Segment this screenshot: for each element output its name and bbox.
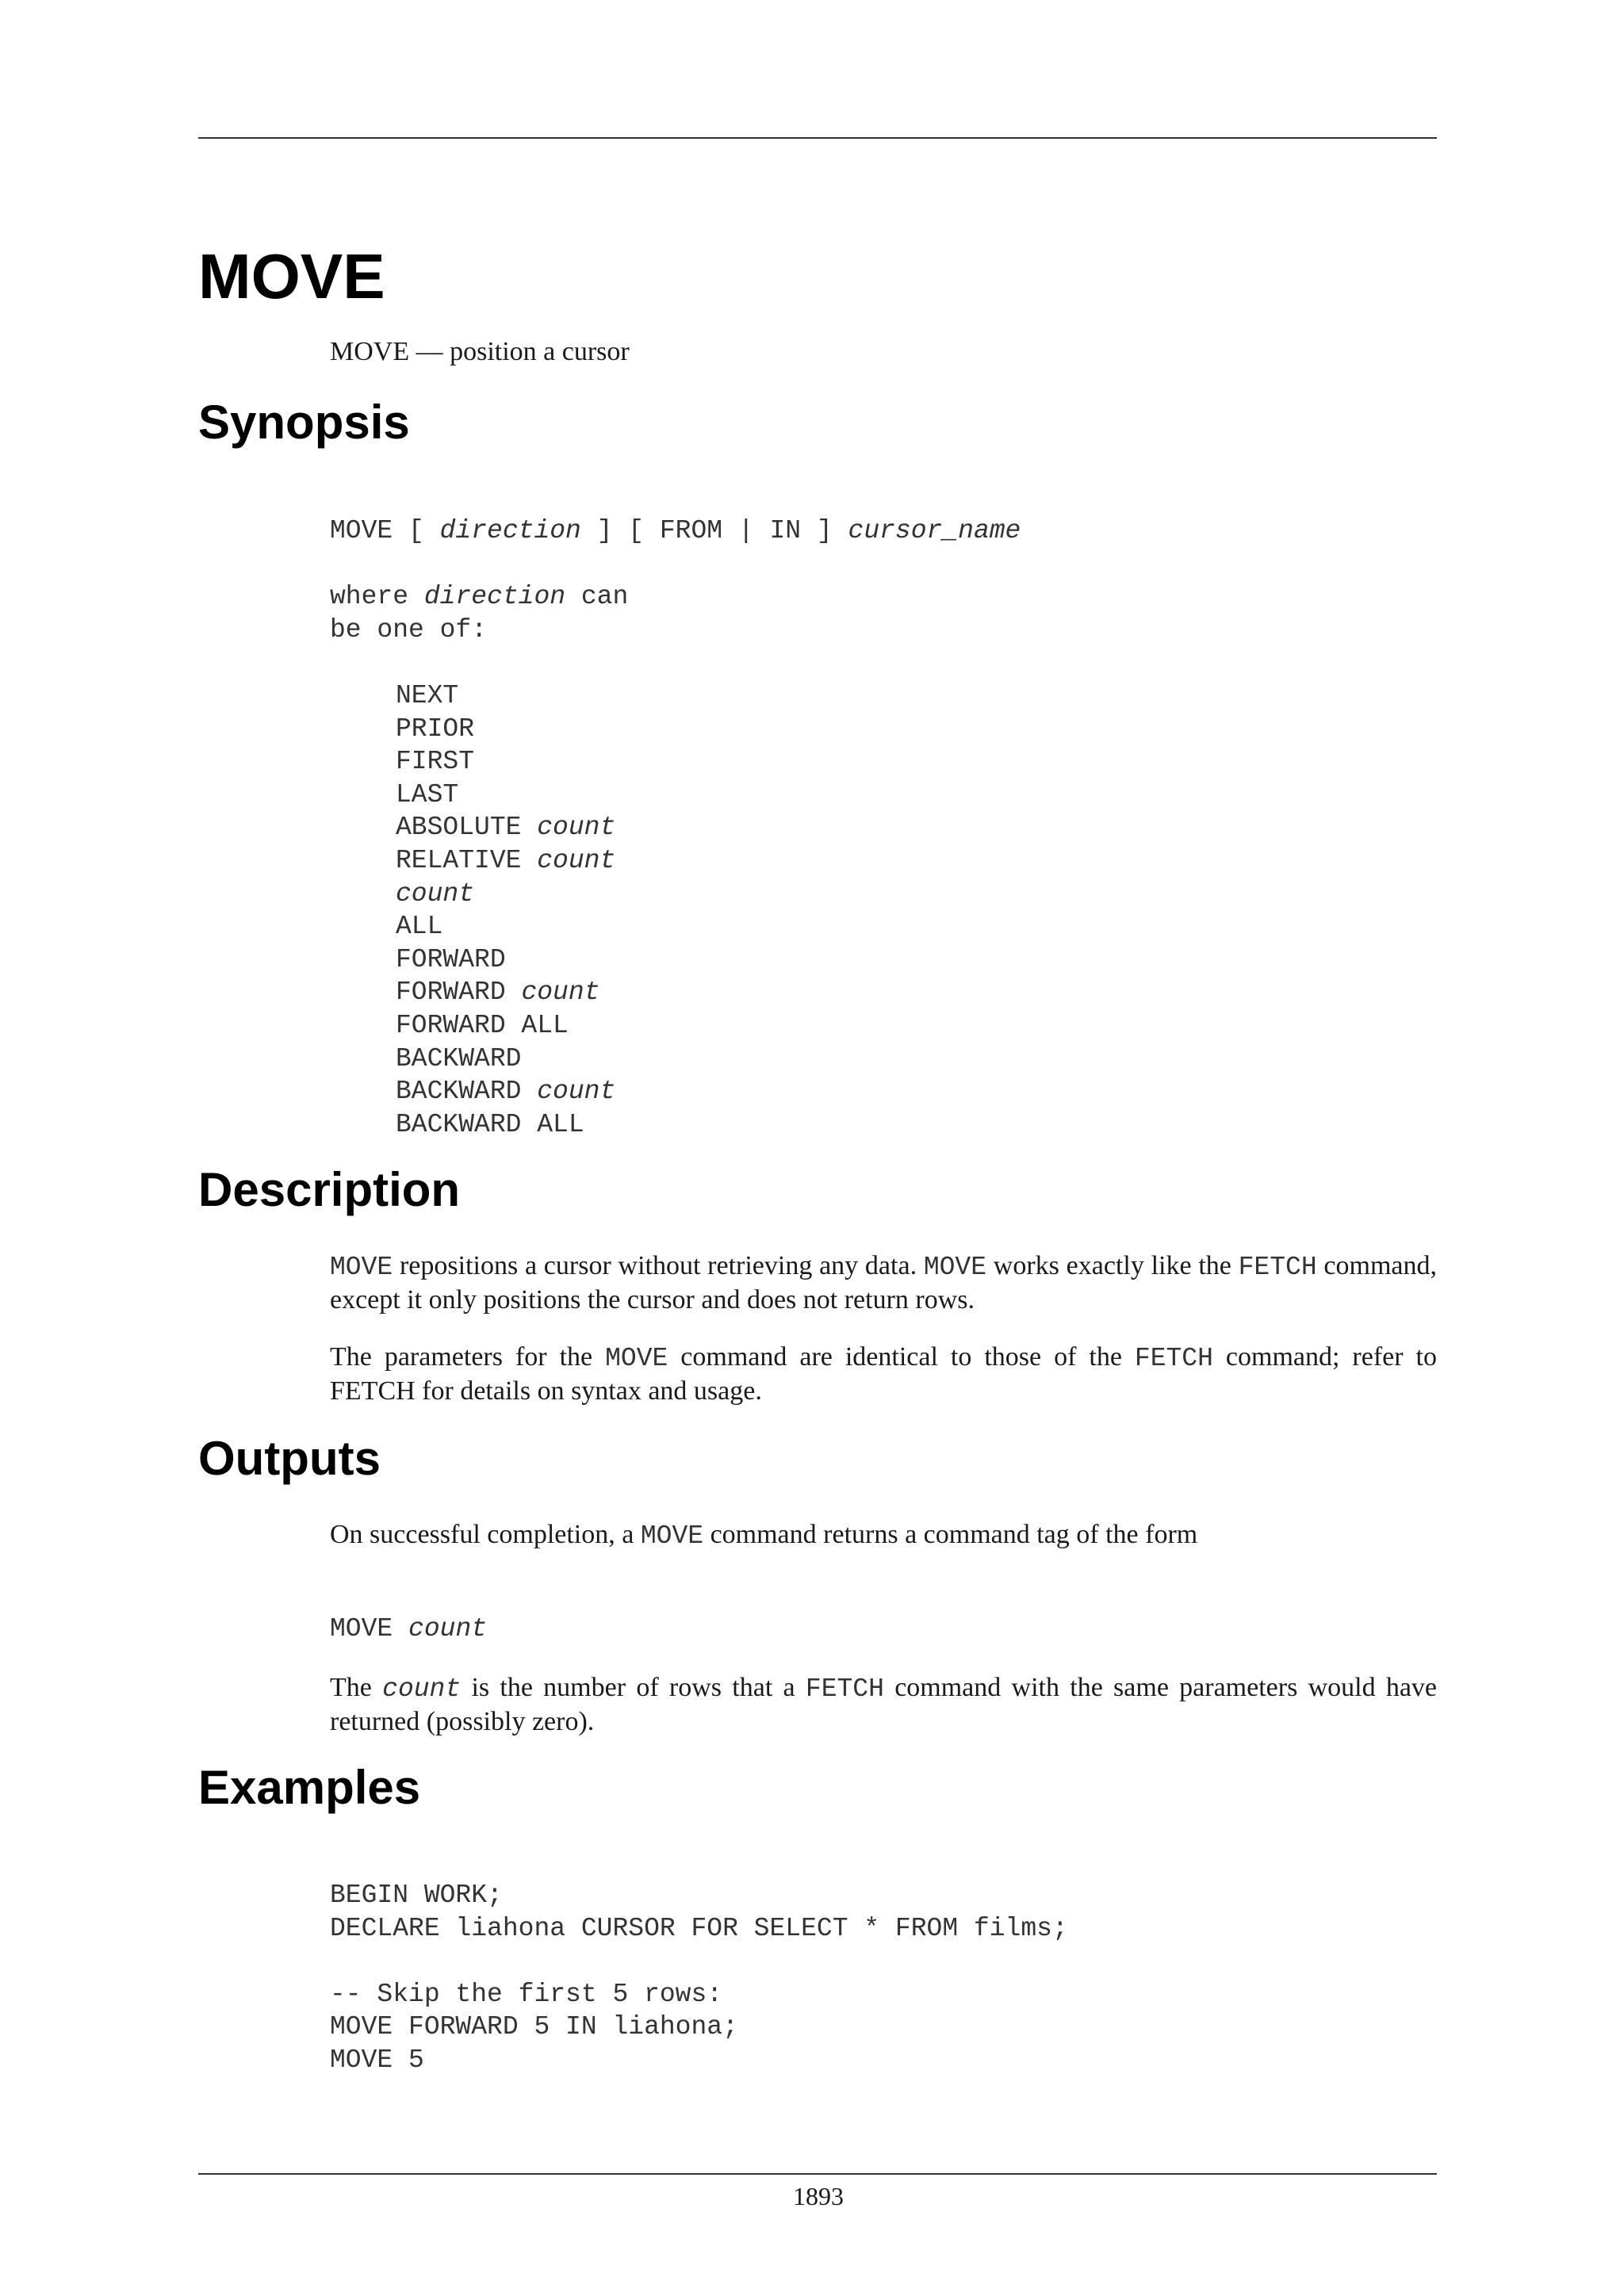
synopsis-text: can [565,582,629,612]
page-number: 1893 [793,2182,844,2210]
direction-item: BACKWARD count [396,1077,616,1107]
direction-item: RELATIVE count [396,845,616,875]
synopsis-variable: direction [423,582,566,612]
code-line [330,1945,1068,1978]
section-heading-outputs: Outputs [198,1432,381,1485]
direction-item: FORWARD [396,944,506,974]
description-paragraph-2: The parameters for the MOVE command are identical to those of the FETCH command; refer to FETCH for details on syntax and usage. [330,1342,1437,1406]
synopsis-line [330,580,1021,614]
direction-item: ALL [396,912,443,942]
direction-item: count [396,878,475,909]
code-line: MOVE 5 [330,2045,424,2075]
refpurpose: MOVE — position a cursor [330,337,630,366]
example-code-block [330,1879,1068,2077]
direction-item: BACKWARD ALL [396,1109,584,1139]
command-tag-text: MOVE [330,1614,409,1644]
header-rule [198,137,1437,139]
command-tag-block [330,1613,487,1646]
synopsis-block [330,515,1021,1141]
description-paragraph-1: MOVE repositions a cursor without retrieving any data. MOVE works exactly like the FETCH command, except it only positions the cursor and does not return rows. [330,1251,1437,1314]
inline-code: FETCH [805,1674,884,1704]
synopsis-variable: cursor_name [848,516,1021,545]
direction-item: FORWARD count [396,978,600,1008]
direction-item: FIRST [396,747,475,777]
synopsis-line: be one of: [330,614,488,645]
direction-item: FORWARD ALL [396,1010,569,1040]
command-tag-variable: count [408,1614,488,1644]
direction-item: LAST [396,779,459,809]
direction-item: ABSOLUTE count [396,813,616,843]
inline-code: MOVE [923,1253,987,1282]
code-line: DECLARE liahona CURSOR FOR SELECT * FROM films; [330,1913,1068,1943]
synopsis-text: MOVE [ [330,516,440,545]
inline-code: MOVE [640,1521,704,1551]
inline-code: FETCH [1238,1253,1317,1282]
footer-rule [198,2173,1437,2175]
synopsis-variable: direction [439,516,581,545]
code-line: MOVE FORWARD 5 IN liahona; [330,2012,738,2042]
page-title: MOVE [198,241,385,312]
direction-item: PRIOR [396,714,475,744]
section-heading-description: Description [198,1163,461,1216]
outputs-paragraph-2: The count is the number of rows that a FETCH command with the same parameters would have returned (possibly zero). [330,1673,1438,1736]
synopsis-text: where [330,582,424,612]
inline-code: MOVE [605,1344,668,1373]
section-heading-synopsis: Synopsis [198,396,410,449]
direction-item: NEXT [396,680,459,710]
code-line: -- Skip the first 5 rows: [330,1979,723,2009]
outputs-paragraph-1: On successful completion, a MOVE command returns a command tag of the form [330,1520,1198,1551]
direction-item: BACKWARD [396,1043,522,1073]
synopsis-text: ] [ FROM | IN ] [580,516,848,545]
inline-code: FETCH [1134,1344,1213,1373]
inline-variable: count [382,1674,462,1704]
code-line: BEGIN WORK; [330,1881,503,1910]
section-heading-examples: Examples [198,1761,421,1814]
inline-code: MOVE [330,1253,393,1282]
synopsis-line [330,515,1021,548]
